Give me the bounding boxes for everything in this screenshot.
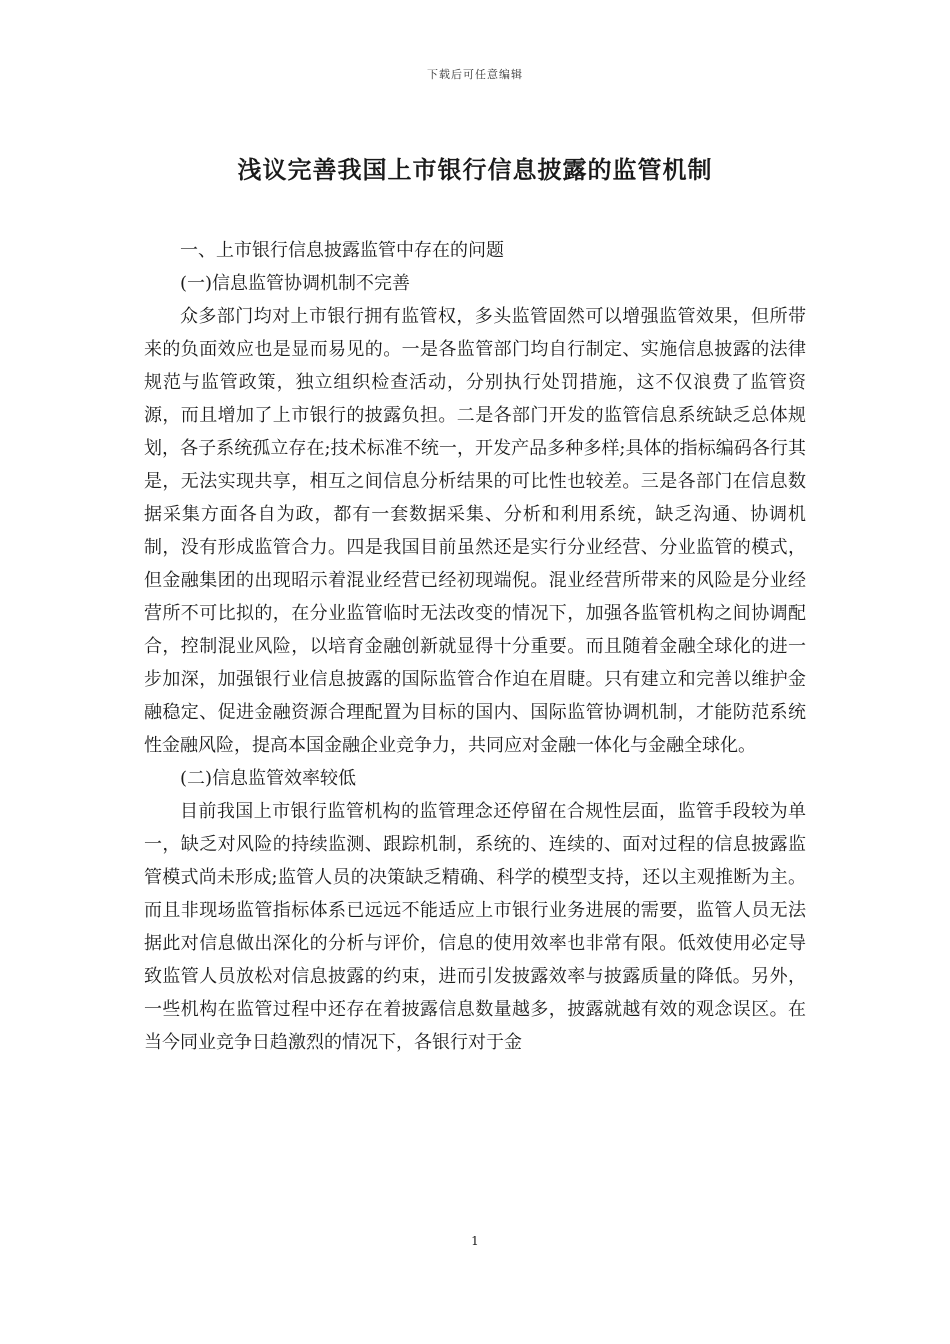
body-paragraph: 目前我国上市银行监管机构的监管理念还停留在合规性层面，监管手段较为单一，缺乏对风险的持续监测、跟踪机制，系统的、连续的、面对过程的信息披露监管模式尚未形成;监管人员的决策缺乏精确、科学的模型支持，还以主观推断为主。而且非现场监管指标体系已远远不能适应上市银行业务进展的需要，监管人员无法据此对信息做出深化的分析与评价，信息的使用效率也非常有限。低效使用必定导致监管人员放松对信息披露的约束，进而引发披露效率与披露质量的降低。另外，一些机构在监管过程中还存在着披露信息数量越多，披露就越有效的观念误区。在当今同业竞争日趋激烈的情况下，各银行对于金 — [144, 801, 806, 1053]
document-body — [144, 234, 806, 1059]
header-note: 下载后可任意编辑 — [427, 68, 523, 81]
body-paragraph: 众多部门均对上市银行拥有监管权，多头监管固然可以增强监管效果，但所带来的负面效应也是显而易见的。一是各监管部门均自行制定、实施信息披露的法律规范与监管政策，独立组织检查活动，分别执行处罚措施，这不仅浪费了监管资源，而且增加了上市银行的披露负担。二是各部门开发的监管信息系统缺乏总体规划，各子系统孤立存在;技术标准不统一，开发产品多种多样;具体的指标编码各行其是，无法实现共享，相互之间信息分析结果的可比性也较差。三是各部门在信息数据采集方面各自为政，都有一套数据采集、分析和利用系统，缺乏沟通、协调机制，没有形成监管合力。四是我国目前虽然还是实行分业经营、分业监管的模式，但金融集团的出现昭示着混业经营已经初现端倪。混业经营所带来的风险是分业经营所不可比拟的，在分业监管临时无法改变的情况下，加强各监管机构之间协调配合，控制混业风险，以培育金融创新就显得十分重要。而且随着金融全球化的进一步加深，加强银行业信息披露的国际监管合作迫在眉睫。只有建立和完善以维护金融稳定、促进金融资源合理配置为目标的国内、国际监管协调机制，才能防范系统性金融风险，提高本国金融企业竞争力，共同应对金融一体化与金融全球化。 — [144, 306, 806, 756]
subsection-heading: (二)信息监管效率较低 — [180, 768, 357, 789]
subsection-heading: (一)信息监管协调机制不完善 — [180, 273, 411, 294]
document-title: 浅议完善我国上市银行信息披露的监管机制 — [237, 156, 713, 184]
section-heading: 一、上市银行信息披露监管中存在的问题 — [180, 240, 504, 261]
page-number: 1 — [471, 1234, 479, 1248]
